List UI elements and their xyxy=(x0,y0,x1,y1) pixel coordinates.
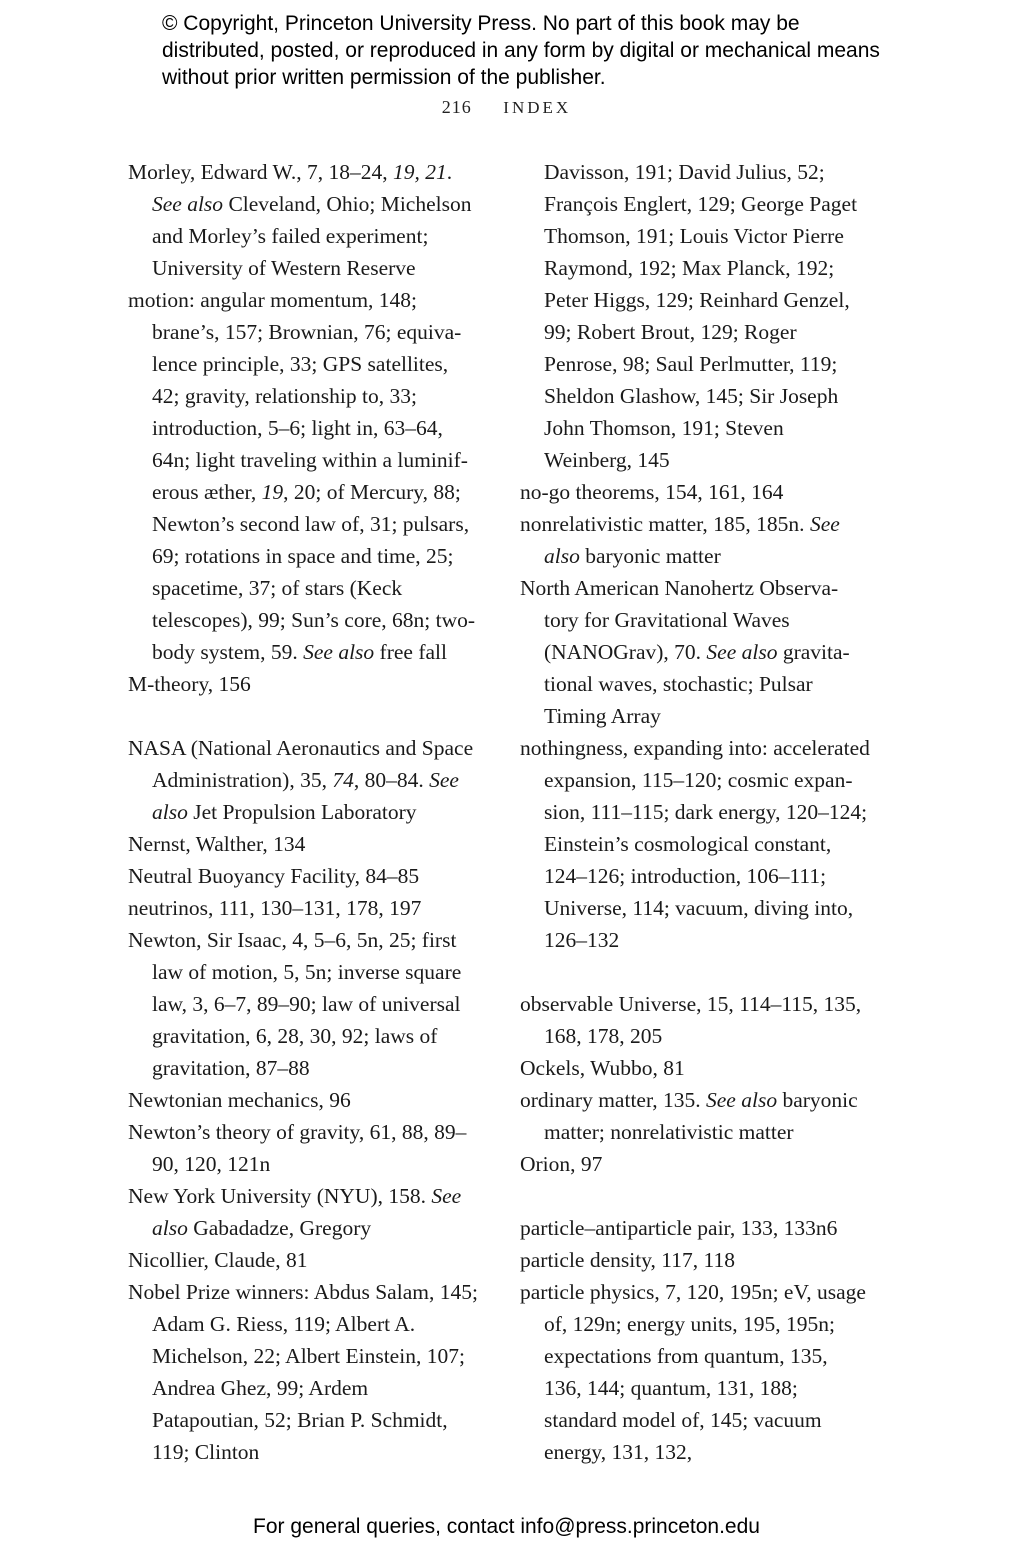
section-title: INDEX xyxy=(503,98,572,117)
index-entry: nothingness, expanding into: accelerated expansion, 115–120; cosmic expan-sion, 111–115; dark energy, 120–124; Einstein’s cosmological constant, 124–126; introduction, 106–111; Universe, 114; vacuum, diving into, 126–132 xyxy=(520,736,870,952)
index-entry: NASA (National Aeronautics and Space Administration), 35, 74, 80–84. See also Jet Propulsion Laboratory xyxy=(128,736,474,824)
index-column-right xyxy=(520,156,870,1468)
index-entry: North American Nanohertz Observa-tory for Gravitational Waves (NANOGrav), 70. See also gravita-tional waves, stochastic; Pulsar Timing Array xyxy=(520,576,850,728)
letter-gap xyxy=(520,1180,870,1212)
index-entry: Morley, Edward W., 7, 18–24, 19, 21. See also Cleveland, Ohio; Michelson and Morley’s failed experiment; University of Western Reserve xyxy=(128,160,472,280)
index-entry: Ockels, Wubbo, 81 xyxy=(520,1056,685,1080)
running-head xyxy=(0,97,1013,118)
index-entry: nonrelativistic matter, 185, 185n. See also baryonic matter xyxy=(520,512,840,568)
index-entry: Nicollier, Claude, 81 xyxy=(128,1248,308,1272)
index-entry: Neutral Buoyancy Facility, 84–85 xyxy=(128,864,420,888)
index-column-left xyxy=(128,156,478,1468)
index-entry: M-theory, 156 xyxy=(128,672,251,696)
index-entry: Newton’s theory of gravity, 61, 88, 89–90, 120, 121n xyxy=(128,1120,467,1176)
index-entry: no-go theorems, 154, 161, 164 xyxy=(520,480,784,504)
index-entry: particle–antiparticle pair, 133, 133n6 xyxy=(520,1216,838,1240)
index-entry: New York University (NYU), 158. See also Gabadadze, Gregory xyxy=(128,1184,462,1240)
index-entry: motion: angular momentum, 148; brane’s, 157; Brownian, 76; equiva-lence principle, 33; GPS satellites, 42; gravity, relationship to, 33; introduction, 5–6; light in, 63–64, 64n; light traveling within a luminif-erous æther, 19, 20; of Mercury, 88; Newton’s second law of, 31; pulsars, 69; rotations in space and time, 25; spacetime, 37; of stars (Keck telescopes), 99; Sun’s core, 68n; two-body system, 59. See also free fall xyxy=(128,288,476,664)
index-entry: neutrinos, 111, 130–131, 178, 197 xyxy=(128,896,422,920)
page-number: 216 xyxy=(441,97,472,117)
index-entry: Newton, Sir Isaac, 4, 5–6, 5n, 25; first law of motion, 5, 5n; inverse square law, 3, 6–7, 89–90; law of universal gravitation, 6, 28, 30, 92; laws of gravitation, 87–88 xyxy=(128,928,462,1080)
index-entry: observable Universe, 15, 114–115, 135, 168, 178, 205 xyxy=(520,992,862,1048)
letter-gap xyxy=(520,956,870,988)
letter-gap xyxy=(128,700,478,732)
index-entry: particle density, 117, 118 xyxy=(520,1248,735,1272)
index-entry: particle physics, 7, 120, 195n; eV, usage of, 129n; energy units, 195, 195n; expectations from quantum, 135, 136, 144; quantum, 131, 188; standard model of, 145; vacuum energy, 131, 132, xyxy=(520,1280,866,1464)
index-entry-continued: Davisson, 191; David Julius, 52; François Englert, 129; George Paget Thomson, 191; Louis Victor Pierre Raymond, 192; Max Planck, 192; Peter Higgs, 129; Reinhard Genzel, 99; Robert Brout, 129; Roger Penrose, 98; Saul Perlmutter, 119; Sheldon Glashow, 145; Sir Joseph John Thomson, 191; Steven Weinberg, 145 xyxy=(544,160,858,472)
contact-footer: For general queries, contact info@press.princeton.edu xyxy=(253,1515,760,1538)
index-entry: ordinary matter, 135. See also baryonic matter; nonrelativistic matter xyxy=(520,1088,858,1144)
index-entry: Nernst, Walther, 134 xyxy=(128,832,306,856)
copyright-notice: © Copyright, Princeton University Press. No part of this book may be distributed, posted, or reproduced in any form by digital or mechanical means without prior written permission of the publisher. xyxy=(162,12,880,89)
index-entry: Nobel Prize winners: Abdus Salam, 145; Adam G. Riess, 119; Albert A. Michelson, 22; Albert Einstein, 107; Andrea Ghez, 99; Ardem Patapoutian, 52; Brian P. Schmidt, 119; Clinton xyxy=(128,1280,478,1464)
index-entry: Newtonian mechanics, 96 xyxy=(128,1088,351,1112)
index-entry: Orion, 97 xyxy=(520,1152,603,1176)
